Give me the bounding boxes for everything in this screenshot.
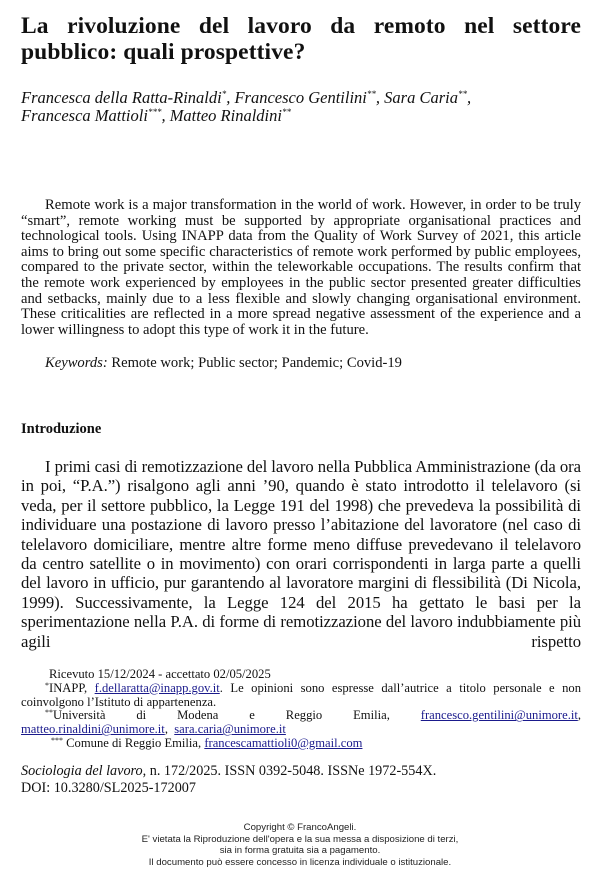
journal-name: Sociologia del lavoro: [21, 763, 143, 779]
author-list: [21, 89, 581, 125]
received-accepted-dates: Ricevuto 15/12/2024 - accettato 02/05/2025: [49, 667, 271, 681]
email-link[interactable]: sara.caria@unimore.it: [174, 722, 286, 737]
keywords-label: Keywords:: [45, 355, 108, 371]
affiliation-mark: **: [457, 89, 467, 99]
affiliation-mark: **: [366, 89, 376, 99]
affiliation-mark: **: [281, 107, 291, 117]
journal-citation: [21, 763, 581, 796]
footnote-3: *** Comune di Reggio Emilia, francescamattioli0@gmail.com: [51, 735, 363, 750]
affiliation-mark: *: [221, 89, 227, 99]
email-link[interactable]: f.dellaratta@inapp.gov.it: [94, 680, 220, 695]
author: Francesca Mattioli***,: [21, 106, 170, 125]
keywords-list: Remote work; Public sector; Pandemic; Covid-19: [107, 355, 402, 371]
article-title: La rivoluzione del lavoro da remoto nel settore pubblico: quali prospettive?: [21, 13, 581, 65]
email-link[interactable]: francesco.gentilini@unimore.it: [420, 708, 578, 723]
footnote-2: **Università di Modena e Reggio Emilia, francesco.gentilini@unimore.it, matteo.rinaldini@unimore.it, sara.caria@unimore.it: [21, 708, 581, 737]
author: Francesca della Ratta-Rinaldi*,: [21, 88, 235, 107]
copyright-line: sia in forma gratuita sia a pagamento.: [219, 845, 381, 856]
footnote-mark: **: [45, 708, 53, 718]
footnote-1: *INAPP, f.dellaratta@inapp.gov.it. Le opinioni sono espresse dall’autrice a titolo personale e non coinvolgono l’Istituto di appartenenza.: [21, 680, 581, 709]
copyright-notice: [0, 822, 600, 868]
author: Sara Caria**,: [384, 88, 472, 107]
copyright-line: E' vietata la Riproduzione dell'opera e la sua messa a disposizione di terzi,: [141, 833, 459, 845]
journal-details: , n. 172/2025. ISSN 0392-5048. ISSNe 1972-554X.: [142, 763, 437, 779]
introduction-text: I primi casi di remotizzazione del lavoro nella Pubblica Amministrazione (da ora in poi, “P.A.”) risalgono agli anni ’90, quando è stato introdotto il telelavoro (si veda, per il settore pubblico, la Legge 191 del 1998) che prevedeva la possibilità di individuare una postazione di lavoro presso l’abitazione del lavoratore (nel caso di telelavoro domiciliare, mentre altre forme meno diffuse prevedevano il telelavoro da centro satellite o in movimento) con orari corrispondenti in larga parte a quelli del lavoro in ufficio, pur garantendo al lavoratore margini di flessibilità (Di Nicola, 1999). Successivamente, la Legge 124 del 2015 ha gettato le basi per la sperimentazione nella P.A. di forme di remotizzazione del lavoro indubbiamente più agili rispetto: [21, 457, 581, 651]
email-link[interactable]: francescamattioli0@gmail.com: [204, 735, 363, 750]
section-heading-introduzione: Introduzione: [21, 421, 102, 437]
doi: DOI: 10.3280/SL2025-172007: [21, 779, 196, 796]
affiliation-mark: ***: [147, 107, 162, 117]
footnotes: [21, 668, 581, 751]
footnote-mark: ***: [51, 735, 63, 745]
author: Francesco Gentilini**,: [234, 88, 385, 107]
journal-info: [21, 763, 581, 780]
copyright-line: Copyright © FrancoAngeli.: [243, 822, 357, 833]
author: Matteo Rinaldini**: [169, 106, 291, 125]
copyright-line: Il documento può essere concesso in licenza individuale o istituzionale.: [148, 856, 452, 868]
email-link[interactable]: matteo.rinaldini@unimore.it: [21, 722, 165, 737]
keywords: [45, 355, 585, 371]
abstract-text: Remote work is a major transformation in the world of work. However, in order to be truly “smart”, remote working must be supported by appropriate organisational practices and technological tools. Using INAPP data from the Quality of Work Survey of 2021, this article aims to bring out some specific characteristics of remote work performed by public employees, compared to the private sector, within the teleworkable occupations. The results confirm that the remote work experienced by employees in the public sector presented greater difficulties and setbacks, mainly due to a less flexible and slowly changing organisational environment. These criticalities are reflected in a more spread negative assessment of the experience and a lower willingness to adopt this type of work it in the future.: [21, 197, 581, 338]
footnote-mark: *: [45, 680, 49, 690]
